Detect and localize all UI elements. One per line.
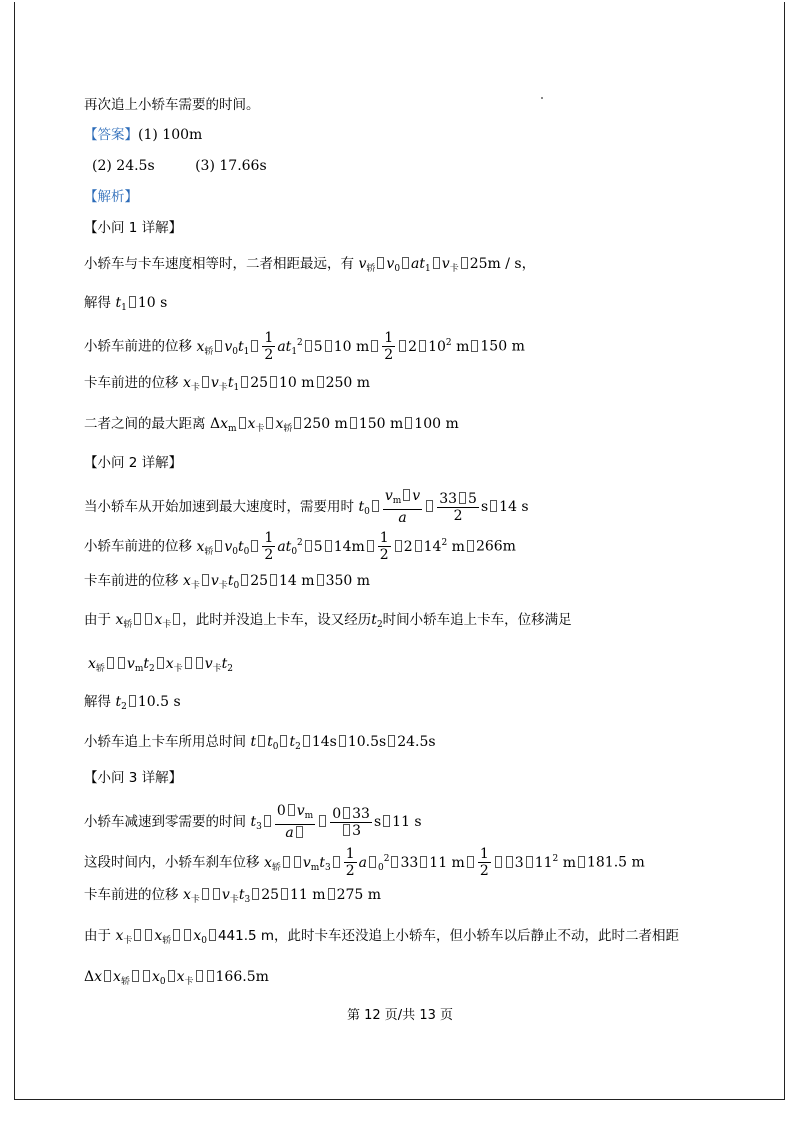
q1-l4-text: 卡车前进的位移 [84, 375, 179, 391]
q1-line-1 [84, 255, 536, 278]
q2-line-2: 小轿车前进的位移 $x_轿$ $v_0t_0$ $\frac{1}{2}$ $at_0^2$ 5 14m $\frac{1}{2}$ 2 $14^2$ m 266m [84, 530, 516, 563]
q1-l5-val: 100 m [414, 416, 459, 432]
answer-line-2 [92, 157, 267, 175]
q1-l2-text: 解得 [84, 295, 111, 311]
q2-line-7: 小轿车追上卡车所用总时间 t $t_0$ $t_2$ 14s 10.5s 24.5s [84, 734, 436, 752]
q2-l2-val: 266m [475, 538, 516, 555]
q2-title: 【小问 2 详解】 [84, 455, 183, 471]
q3-l4-text-b: 441.5 m，此时卡车还没追上小轿车，但小轿车以后静止不动，此时二者相距 [217, 928, 680, 944]
q1-l2-val: 10 s [137, 295, 168, 311]
q3-l2-text: 这段时间内，小轿车刹车位移 [84, 854, 260, 871]
q1-line-4: 卡车前进的位移 $x_卡$ $v_卡t_1$ 25 10 m 250 m [84, 375, 371, 393]
analysis-label: 【解析】 [84, 189, 138, 205]
q3-line-3: 卡车前进的位移 $x_卡$ $v_卡t_3$ 25 11 m 275 m [84, 887, 382, 905]
q3-title: 【小问 3 详解】 [84, 770, 183, 786]
q1-l1-text: 小轿车与卡车速度相等时，二者相距最远，有 [84, 256, 354, 272]
q2-l7-val: 24.5s [397, 734, 436, 750]
q2-line-4: 由于 $x_轿$ $x_卡$ ，此时并没追上卡车，设又经历$t_2$时间小轿车追上卡车，位移满足 [84, 612, 572, 630]
q3-l1-val: 11 s [392, 814, 422, 830]
q3-line-5: Δx $x_轿$ $x_0$ $x_卡$ 166.5m [84, 969, 269, 987]
page-footer: 第 12 页/共 13 页 [347, 1008, 453, 1023]
q2-l7-text: 小轿车追上卡车所用总时间 [84, 734, 246, 750]
q2-l1-text: 当小轿车从开始加速到最大速度时，需要用时 [84, 499, 354, 515]
answer-1: (1) 100m [138, 127, 203, 143]
q1-title: 【小问 1 详解】 [84, 220, 183, 236]
q3-l2-val: 181.5 m [586, 854, 645, 871]
q3-line-4: 由于 $x_卡$ $x_轿$ $x_0$ 441.5 m，此时卡车还没追上小轿车，但小轿车以后静止不动，此时二者相距 [84, 928, 680, 946]
answer-2: (2) 24.5s [92, 158, 155, 174]
q2-l6-text: 解得 [84, 694, 111, 710]
q2-l6-val: 10.5 s [137, 694, 181, 710]
q1-line-3: 小轿车前进的位移 $x_轿$ $v_0t_1$ $\frac{1}{2}$ $at_1^2$ 5 10 m $\frac{1}{2}$ 2 $10^2$ m 150 m [84, 330, 525, 363]
q1-l1-expr: 25m / s， [469, 256, 536, 272]
q1-line-2: 解得 $t_1$ 10 s [84, 295, 168, 313]
q2-l3-text: 卡车前进的位移 [84, 573, 179, 589]
answer-label: 【答案】 [84, 127, 138, 143]
intro-line: 再次追上小轿车需要的时间。 [84, 97, 260, 113]
q2-l4-text-c: 时间小轿车追上卡车，位移满足 [382, 612, 572, 628]
q3-line-1: 小轿车减速到零需要的时间 $t_3$ $\frac{0 v_m}{a}$ $\frac{0 33}{3}$ s 11 s [84, 803, 422, 841]
q2-l2-text: 小轿车前进的位移 [84, 538, 192, 555]
q2-l1-val: 14 s [499, 499, 529, 515]
q3-l3-val: 275 m [336, 887, 382, 903]
q3-l4-text-a: 由于 [84, 928, 111, 944]
answer-line [84, 126, 202, 144]
q2-l4-text-b: ，此时并没追上卡车，设又经历 [182, 612, 372, 628]
q2-l4-text-a: 由于 [84, 612, 111, 628]
q1-line-5: 二者之间的最大距离 $\Delta x_m$ $x_卡$ $x_轿$ 250 m 150 m 100 m [84, 416, 459, 434]
q1-l3-val: 150 m [480, 338, 525, 355]
q2-l3-val: 350 m [325, 573, 371, 589]
q2-line-5: $x_轿$ $v_mt_2$ $x_卡$ $v_卡t_2$ [88, 656, 233, 674]
q2-line-3: 卡车前进的位移 $x_卡$ $v_卡t_0$ 25 14 m 350 m [84, 573, 371, 591]
q3-line-2: 这段时间内，小轿车刹车位移 $x_轿$ $v_mt_3$ $\frac{1}{2}$ a $_0^2$ 33 11 m $\frac{1}{2}$ 3 $11^2$ m 181.5 m [84, 846, 645, 879]
q3-l5-val: 166.5m [215, 969, 269, 985]
q2-line-1: 当小轿车从开始加速到最大速度时，需要用时 $t_0$ $\frac{v_m v}{a}$ $\frac{33 5}{2}$ s 14 s [84, 488, 529, 526]
q1-l3-text: 小轿车前进的位移 [84, 338, 192, 355]
q3-l3-text: 卡车前进的位移 [84, 887, 179, 903]
q1-l1-formula: $v_轿$ $v_0$ $at_1$ $v_卡$ [358, 256, 469, 272]
q3-l1-text: 小轿车减速到零需要的时间 [84, 814, 246, 830]
speck [541, 97, 543, 99]
answer-3: (3) 17.66s [195, 158, 267, 174]
q1-l5-text: 二者之间的最大距离 [84, 416, 206, 432]
q1-l4-val: 250 m [325, 375, 371, 391]
q2-line-6: 解得 $t_2$ 10.5 s [84, 694, 181, 712]
